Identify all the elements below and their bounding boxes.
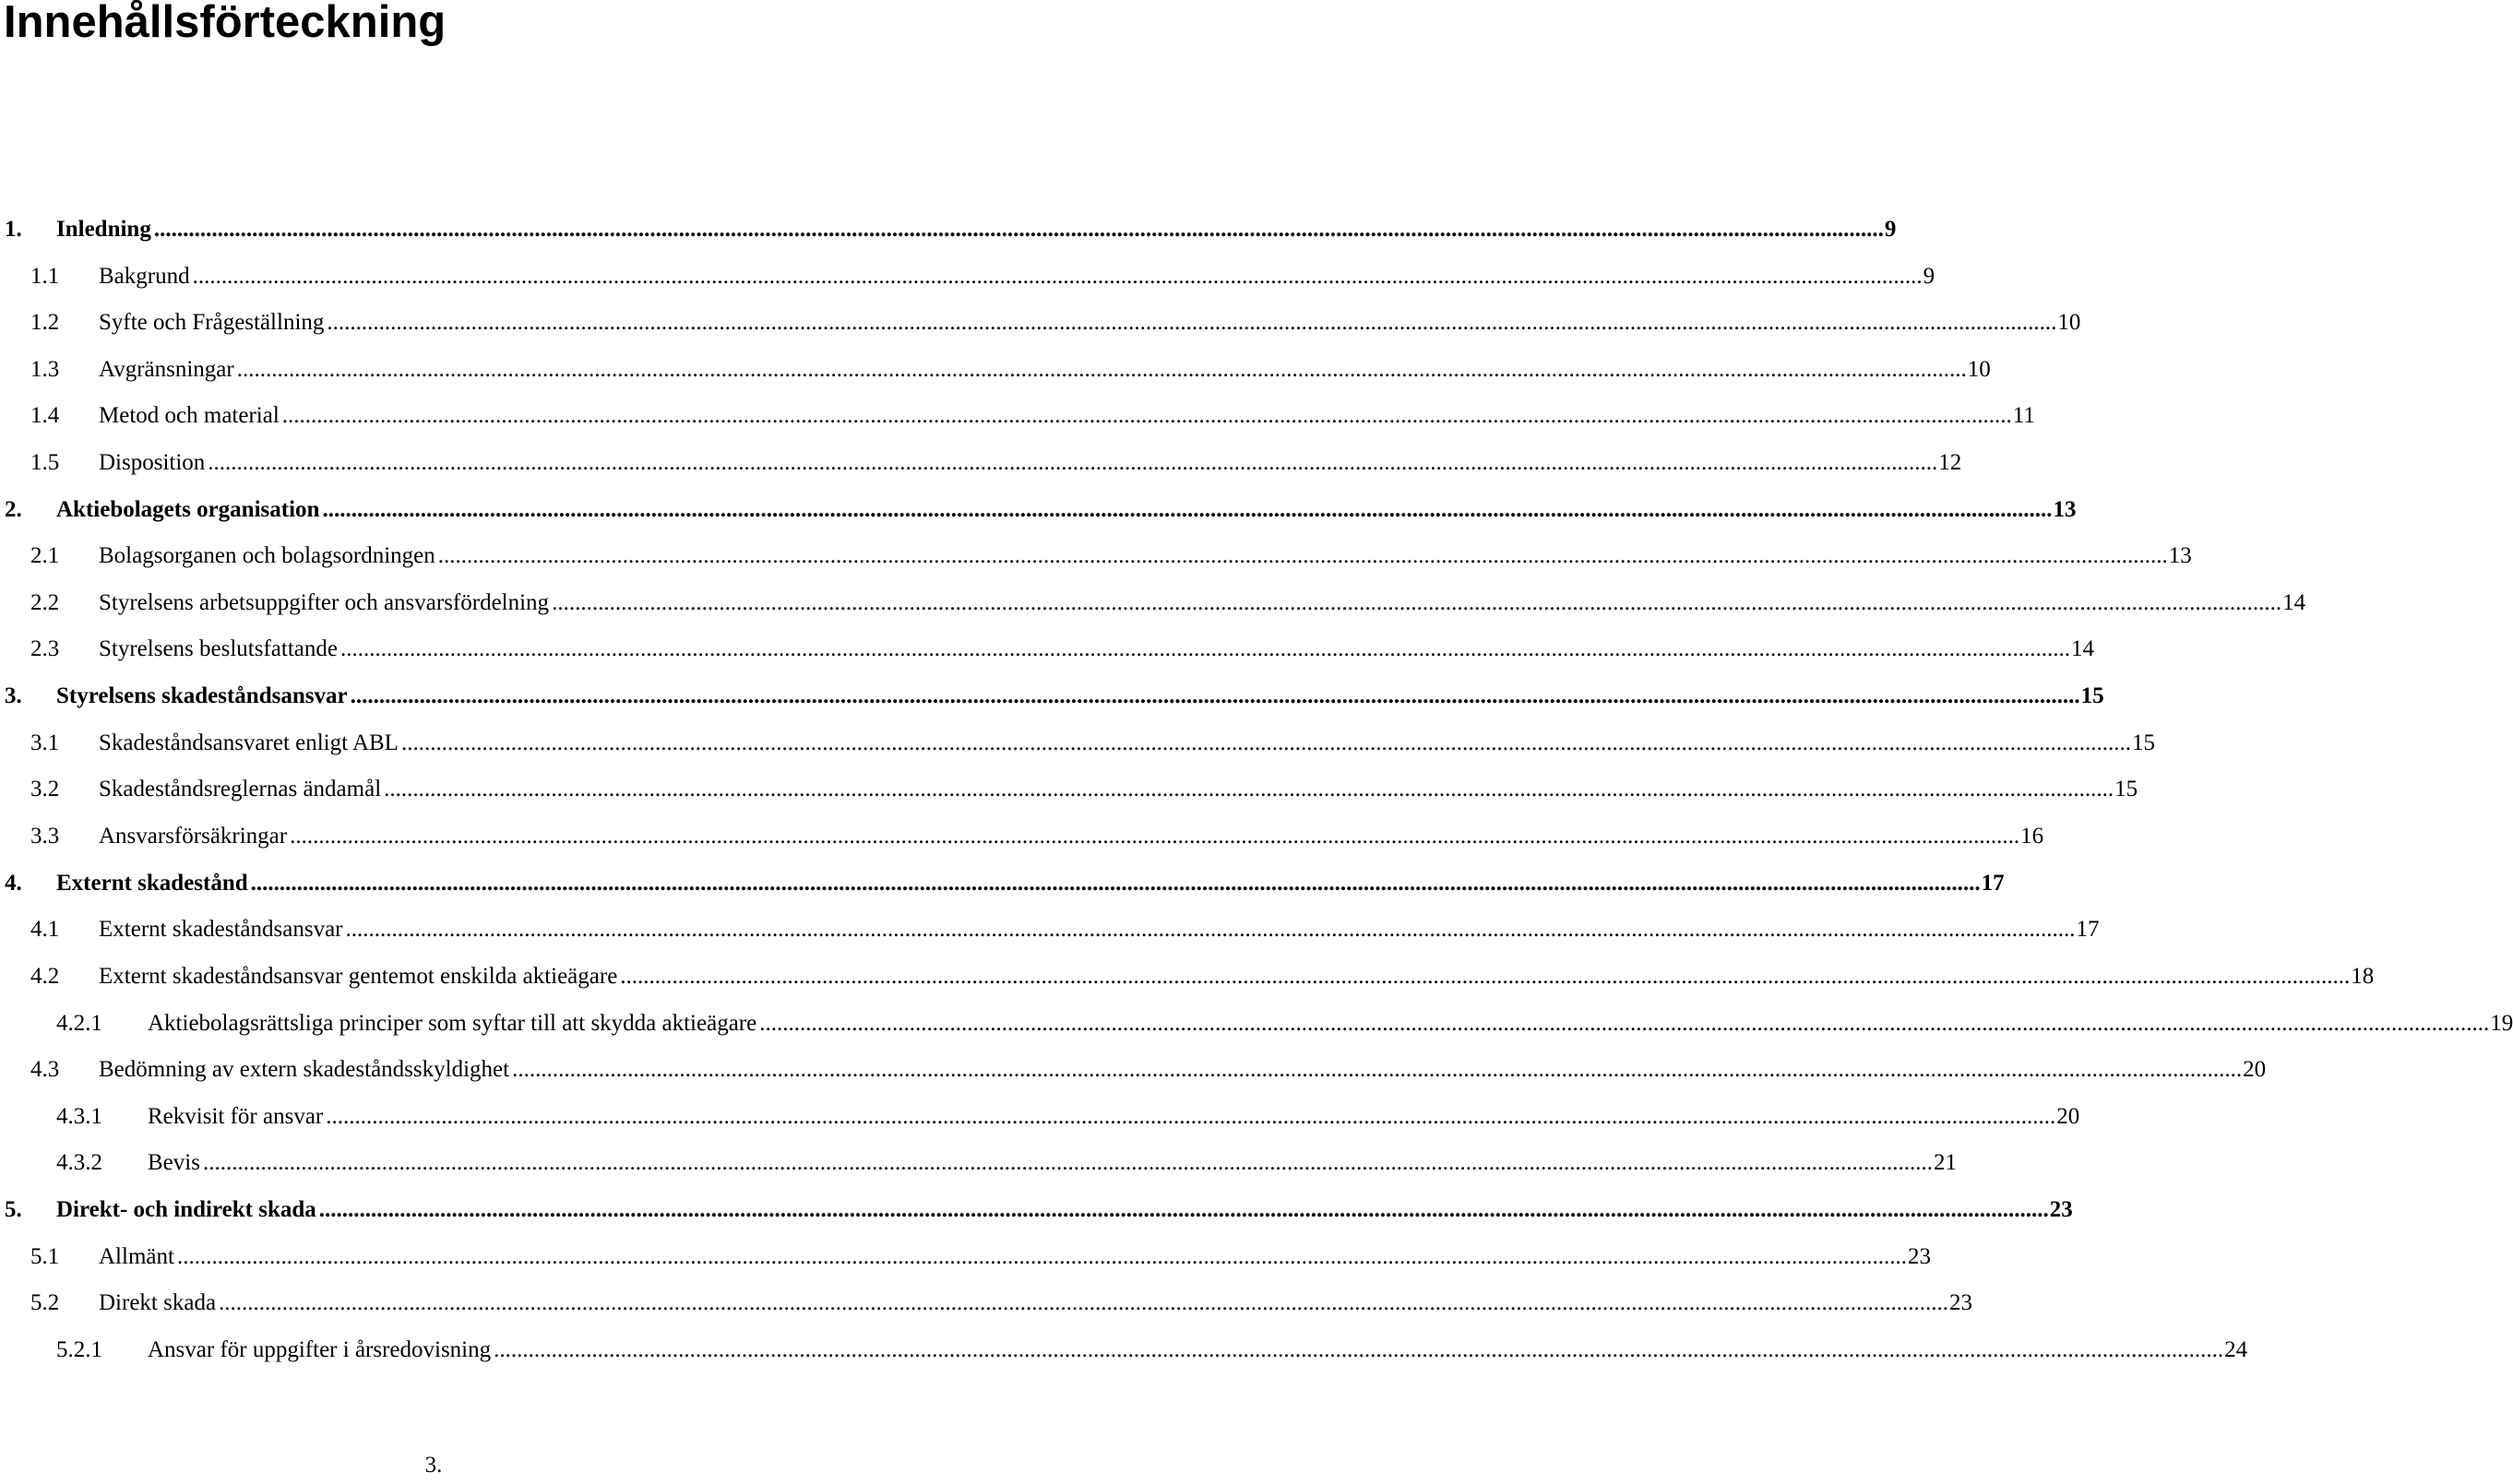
- dot-leader: ............................................................................................................................................................................................................................................................................................................: [250, 871, 1981, 896]
- toc-entry-line: [99, 304, 2081, 341]
- toc-entry: [0, 538, 2192, 575]
- toc-entry: [0, 445, 1962, 481]
- toc-entry: [0, 911, 2100, 948]
- toc-entry-line: [56, 211, 1897, 248]
- toc-entry-page: 23: [1949, 1290, 1973, 1315]
- toc-entry-title: Ansvarsförsäkringar: [99, 824, 288, 849]
- toc-entry-number: 1.3: [30, 357, 60, 382]
- toc-entry: [0, 1098, 2080, 1135]
- toc-entry-number: 4.3.2: [56, 1150, 102, 1175]
- toc-entry-title: Allmänt: [99, 1244, 174, 1269]
- toc-entry-line: [56, 865, 2005, 902]
- toc-entry-line: [99, 1239, 1931, 1276]
- toc-entry: [0, 725, 2155, 762]
- dot-leader: ............................................................................................................................................................................................................................................................................................................: [437, 543, 2168, 568]
- toc-entry-line: [99, 585, 2306, 622]
- toc-entry-number: 5.: [5, 1197, 22, 1222]
- toc-entry-line: [99, 258, 1935, 295]
- toc-entry-title: Skadeståndsansvaret enligt ABL: [99, 730, 399, 755]
- toc-entry-title: Direkt- och indirekt skada: [56, 1197, 316, 1222]
- dot-leader: ............................................................................................................................................................................................................................................................................................................: [759, 1011, 2490, 1036]
- toc-entry-title: Externt skadeståndsansvar gentemot enskilda aktieägare: [99, 964, 618, 989]
- toc-entry-title: Styrelsens arbetsuppgifter och ansvarsfördelning: [99, 590, 550, 615]
- dot-leader: ............................................................................................................................................................................................................................................................................................................: [318, 1197, 2049, 1222]
- toc-entry-number: 2.2: [30, 590, 60, 615]
- toc-entry-number: 5.1: [30, 1244, 60, 1269]
- dot-leader: ............................................................................................................................................................................................................................................................................................................: [339, 636, 2070, 661]
- toc-entry-page: 13: [2168, 543, 2192, 568]
- toc-entry: [0, 351, 1991, 388]
- toc-entry-line: [99, 538, 2192, 575]
- dot-leader: ............................................................................................................................................................................................................................................................................................................: [202, 1150, 1933, 1175]
- toc-entry-page: 20: [2243, 1057, 2267, 1082]
- toc-entry-page: 15: [2114, 777, 2138, 801]
- toc-entry-number: 3.3: [30, 824, 60, 849]
- toc-entry-number: 5.2.1: [56, 1337, 102, 1362]
- toc-entry-title: Bolagsorganen och bolagsordningen: [99, 543, 435, 568]
- toc-entry-number: 1.5: [30, 450, 60, 475]
- toc-entry-title: Direkt skada: [99, 1290, 217, 1315]
- toc-entry-title: Aktiebolagsrättsliga principer som syftar till att skydda aktieägare: [148, 1011, 757, 1036]
- toc-entry: [0, 818, 2044, 855]
- toc-entry: [0, 585, 2306, 622]
- toc-entry: [0, 958, 2375, 995]
- toc-entry-title: Bedömning av extern skadeståndsskyldighet: [99, 1057, 510, 1082]
- toc-entry-number: 1.1: [30, 264, 60, 289]
- toc-entry-line: [148, 1332, 2248, 1369]
- dot-leader: ............................................................................................................................................................................................................................................................................................................: [384, 777, 2114, 801]
- toc-entry-page: 10: [2057, 310, 2081, 335]
- toc-entry-page: 18: [2351, 964, 2375, 989]
- toc-entry-line: [99, 771, 2138, 808]
- dot-leader: ............................................................................................................................................................................................................................................................................................................: [512, 1057, 2243, 1082]
- toc-entry-number: 4.3.1: [56, 1104, 102, 1129]
- toc-entry-title: Skadeståndsreglernas ändamål: [99, 777, 382, 801]
- toc-entry-line: [99, 958, 2375, 995]
- toc-entry: [0, 492, 2077, 528]
- toc-entry-number: 2.3: [30, 636, 60, 661]
- toc-entry-page: 19: [2490, 1011, 2513, 1036]
- toc-entry-line: [99, 818, 2044, 855]
- toc-entry: [0, 771, 2138, 808]
- dot-leader: ............................................................................................................................................................................................................................................................................................................: [400, 730, 2131, 755]
- toc-entry: [0, 398, 2035, 434]
- toc-entry-line: [148, 1145, 1957, 1181]
- toc-entry-title: Avgränsningar: [99, 357, 234, 382]
- dot-leader: ............................................................................................................................................................................................................................................................................................................: [350, 683, 2080, 708]
- dot-leader: ............................................................................................................................................................................................................................................................................................................: [552, 590, 2282, 615]
- toc-entry: [0, 1285, 1973, 1322]
- toc-entry-page: 14: [2070, 636, 2094, 661]
- toc-entry-line: [99, 351, 1991, 388]
- toc-entry-title: Ansvar för uppgifter i årsredovisning: [148, 1337, 492, 1362]
- toc-entry-number: 1.2: [30, 310, 60, 335]
- toc-entry-page: 9: [1884, 217, 1897, 242]
- toc-entry-line: [99, 911, 2100, 948]
- toc-entry-title: Inledning: [56, 217, 151, 242]
- toc-entry-line: [99, 445, 1962, 481]
- toc-entry-page: 23: [1907, 1244, 1931, 1269]
- toc-entry-line: [99, 1285, 1973, 1322]
- toc-entry: [0, 1239, 1931, 1276]
- dot-leader: ............................................................................................................................................................................................................................................................................................................: [236, 357, 1967, 382]
- toc-entry: [0, 631, 2094, 668]
- toc-entry-title: Externt skadestånd: [56, 871, 248, 896]
- toc-entry-line: [56, 678, 2104, 715]
- dot-leader: ............................................................................................................................................................................................................................................................................................................: [219, 1290, 1949, 1315]
- toc-entry-number: 3.: [5, 683, 22, 708]
- dot-leader: ............................................................................................................................................................................................................................................................................................................: [192, 264, 1923, 289]
- toc-entry-number: 4.3: [30, 1057, 60, 1082]
- toc-entry-page: 21: [1933, 1150, 1957, 1175]
- dot-leader: ............................................................................................................................................................................................................................................................................................................: [326, 1104, 2056, 1129]
- toc-entry-line: [99, 725, 2155, 762]
- dot-leader: ............................................................................................................................................................................................................................................................................................................: [208, 450, 1938, 475]
- toc-entry: [0, 1051, 2267, 1088]
- toc-entry-title: Rekvisit för ansvar: [148, 1104, 324, 1129]
- dot-leader: ............................................................................................................................................................................................................................................................................................................: [494, 1337, 2224, 1362]
- toc-entry-title: Aktiebolagets organisation: [56, 497, 320, 522]
- dot-leader: ............................................................................................................................................................................................................................................................................................................: [281, 403, 2012, 428]
- dot-leader: ............................................................................................................................................................................................................................................................................................................: [290, 824, 2020, 849]
- toc-entry-number: 4.: [5, 871, 22, 896]
- toc-entry-title: Bevis: [148, 1150, 200, 1175]
- toc-entry: [0, 304, 2081, 341]
- dot-leader: ............................................................................................................................................................................................................................................................................................................: [345, 917, 2076, 942]
- dot-leader: ............................................................................................................................................................................................................................................................................................................: [322, 497, 2053, 522]
- toc-entry-page: 15: [2080, 683, 2104, 708]
- toc-entry-title: Bakgrund: [99, 264, 190, 289]
- toc-entry-page: 17: [1981, 871, 2005, 896]
- page-title: Innehållsförteckning: [4, 0, 447, 47]
- toc-entry-number: 2.1: [30, 543, 60, 568]
- toc-entry-number: 4.1: [30, 917, 60, 942]
- toc-entry: [0, 678, 2104, 715]
- toc-entry-number: 3.1: [30, 730, 60, 755]
- toc-entry-title: Syfte och Frågeställning: [99, 310, 325, 335]
- toc-entry-line: [99, 398, 2035, 434]
- toc-entry-number: 1.4: [30, 403, 60, 428]
- toc-entry-page: 16: [2020, 824, 2044, 849]
- toc-entry-title: Styrelsens skadeståndsansvar: [56, 683, 348, 708]
- toc-entry-number: 3.2: [30, 777, 60, 801]
- toc-entry-title: Metod och material: [99, 403, 280, 428]
- toc-entry: [0, 1192, 2073, 1229]
- toc-entry-line: [99, 631, 2094, 668]
- toc-entry-title: Externt skadeståndsansvar: [99, 917, 343, 942]
- toc-entry-page: 12: [1938, 450, 1962, 475]
- toc-entry-page: 15: [2131, 730, 2155, 755]
- toc-entry: [0, 258, 1935, 295]
- toc-entry: [0, 211, 1897, 248]
- toc-entry-page: 24: [2224, 1337, 2248, 1362]
- toc-entry-number: 4.2.1: [56, 1011, 102, 1036]
- toc-entry-page: 17: [2076, 917, 2100, 942]
- toc-entry-line: [56, 492, 2077, 528]
- toc-entry: [0, 1145, 1957, 1181]
- toc-entry-number: 4.2: [30, 964, 60, 989]
- toc-entry: [0, 1005, 2513, 1042]
- page-number: 3.: [424, 1453, 443, 1478]
- toc-entry-title: Styrelsens beslutsfattande: [99, 636, 338, 661]
- dot-leader: ............................................................................................................................................................................................................................................................................................................: [176, 1244, 1907, 1269]
- toc-entry: [0, 1332, 2248, 1369]
- toc-entry-number: 1.: [5, 217, 22, 242]
- dot-leader: ............................................................................................................................................................................................................................................................................................................: [620, 964, 2351, 989]
- toc-entry-line: [148, 1098, 2080, 1135]
- toc-entry-page: 23: [2049, 1197, 2073, 1222]
- toc-entry-line: [56, 1192, 2073, 1229]
- toc-entry: [0, 865, 2005, 902]
- dot-leader: ............................................................................................................................................................................................................................................................................................................: [327, 310, 2057, 335]
- toc-entry-page: 11: [2012, 403, 2035, 428]
- toc-entry-page: 10: [1967, 357, 1991, 382]
- toc-entry-page: 9: [1923, 264, 1935, 289]
- toc-entry-line: [148, 1005, 2513, 1042]
- toc-entry-line: [99, 1051, 2267, 1088]
- toc-entry-page: 20: [2056, 1104, 2080, 1129]
- toc-entry-page: 13: [2053, 497, 2077, 522]
- toc-entry-title: Disposition: [99, 450, 206, 475]
- toc-entry-number: 5.2: [30, 1290, 60, 1315]
- toc-entry-number: 2.: [5, 497, 22, 522]
- toc-entry-page: 14: [2282, 590, 2306, 615]
- dot-leader: ............................................................................................................................................................................................................................................................................................................: [153, 217, 1884, 242]
